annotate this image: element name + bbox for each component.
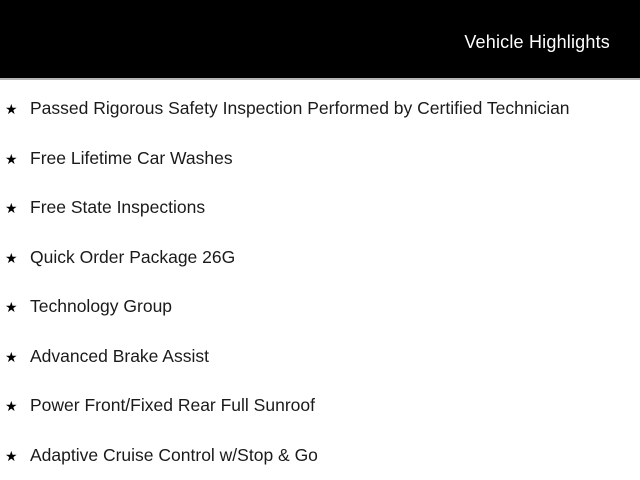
star-icon: ★: [5, 349, 18, 366]
star-icon: ★: [5, 201, 18, 217]
star-icon: ★: [5, 399, 18, 415]
list-item: [0, 278, 640, 328]
list-item-label: Passed Rigorous Safety Inspection Performed by Certified Technician: [30, 98, 570, 118]
list-item-label: Quick Order Package 26G: [30, 246, 236, 267]
list-item: [0, 130, 640, 180]
list-item-label: Technology Group: [30, 296, 173, 316]
list-item-label: Advanced Brake Assist: [30, 345, 209, 366]
star-icon: ★: [5, 448, 18, 465]
list-item-label: Free State Inspections: [30, 197, 206, 217]
list-item-label: Power Front/Fixed Rear Full Sunroof: [30, 395, 315, 415]
list-item: [0, 427, 640, 477]
star-icon: ★: [5, 300, 18, 316]
list-item: [0, 328, 640, 378]
star-icon: ★: [5, 151, 18, 168]
list-item: [0, 179, 640, 229]
highlights-list: [0, 80, 640, 476]
list-item-label: Adaptive Cruise Control w/Stop & Go: [30, 444, 318, 465]
list-item-label: Free Lifetime Car Washes: [30, 147, 233, 168]
star-icon: ★: [5, 250, 18, 267]
page-title: Vehicle Highlights: [464, 31, 610, 52]
list-item: [0, 80, 640, 130]
star-icon: ★: [5, 102, 18, 118]
list-item: [0, 377, 640, 427]
list-item: [0, 229, 640, 279]
vehicle-highlights-header: [0, 0, 640, 80]
